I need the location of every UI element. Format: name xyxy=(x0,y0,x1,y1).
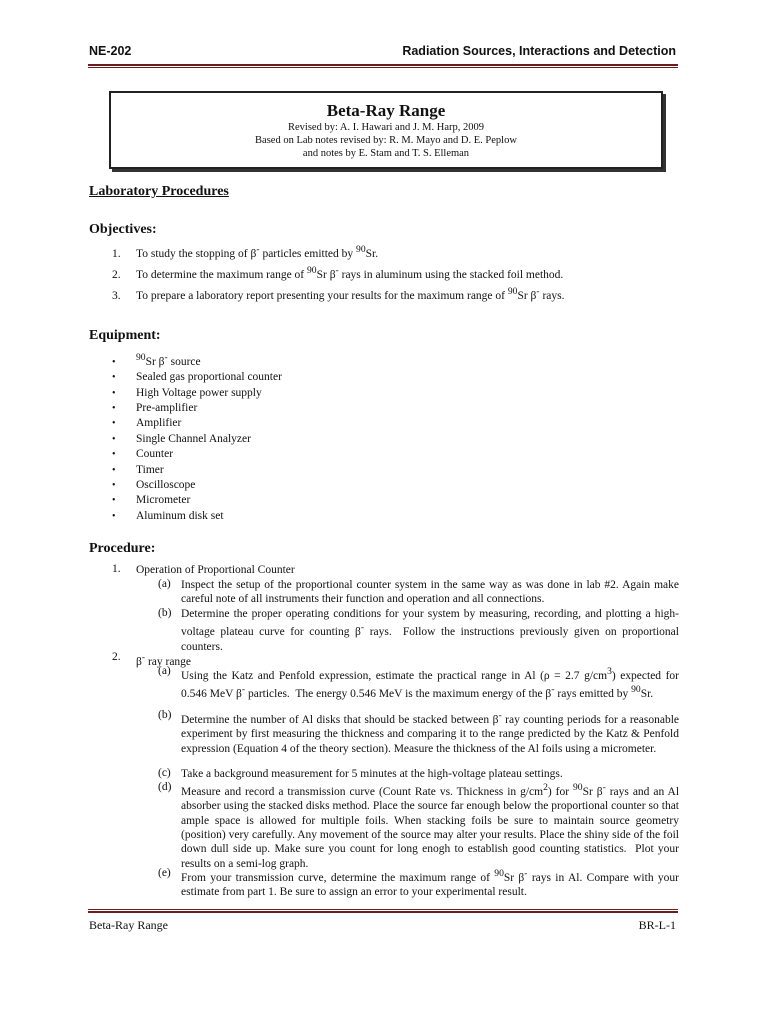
course-code: NE-202 xyxy=(89,44,132,58)
equipment-item: Aluminum disk set xyxy=(136,509,224,522)
substep-label: (a) xyxy=(158,578,171,590)
objective-number: 1. xyxy=(112,247,121,260)
list-item xyxy=(112,370,282,385)
list-item xyxy=(112,401,282,416)
footer-title: Beta-Ray Range xyxy=(89,918,168,932)
equipment-item: Micrometer xyxy=(136,494,191,507)
objective-number: 3. xyxy=(112,289,121,302)
equipment-item: Counter xyxy=(136,448,174,461)
header-divider-thin xyxy=(88,67,678,68)
substep-text: Determine the proper operating conditions for your system by measuring, recording, and plotting a high-voltage plateau curve for counting β- rays. Follow the instructions previously given on proportional counters. xyxy=(181,608,679,653)
bullet-icon: • xyxy=(112,510,116,522)
bullet-icon: • xyxy=(112,449,116,461)
step-title: β- ray range xyxy=(136,652,192,668)
equipment-item: Sealed gas proportional counter xyxy=(136,371,282,384)
footer-divider-thin xyxy=(88,909,678,910)
bullet-icon: • xyxy=(112,480,116,492)
list-item xyxy=(112,463,282,478)
bullet-icon: • xyxy=(112,387,116,399)
substep-label: (c) xyxy=(158,767,171,779)
substep-label: (d) xyxy=(158,781,172,793)
notes-by: and notes by E. Stam and T. S. Elleman xyxy=(302,148,470,159)
procedure-heading: Procedure: xyxy=(89,541,156,556)
list-item xyxy=(112,432,282,447)
equipment-item: Amplifier xyxy=(136,417,182,430)
bullet-icon: • xyxy=(112,372,116,384)
list-item xyxy=(112,447,282,462)
substep-text: From your transmission curve, determine the maximum range of $^{90}$Sr β- rays in Al. Compare with your estimate from part 1. Be sure to assign an error to your experimental result. xyxy=(181,868,679,899)
list-item xyxy=(112,509,282,524)
substep-label: (a) xyxy=(158,665,171,677)
bullet-icon: • xyxy=(112,418,116,430)
substep-label: (b) xyxy=(158,709,172,721)
based-on-notes: Based on Lab notes revised by: R. M. Mayo and D. E. Peplow xyxy=(255,135,517,146)
equipment-item: Timer xyxy=(136,463,164,476)
objective-item xyxy=(112,265,563,281)
objective-text: To prepare a laboratory report presenting your results for the maximum range of $^{90}$Sr β- rays. xyxy=(136,286,565,302)
equipment-heading: Equipment: xyxy=(89,328,161,343)
substep-label: (b) xyxy=(158,607,172,619)
objective-item xyxy=(112,244,378,260)
objective-text: To determine the maximum range of $^{90}$Sr β- rays in aluminum using the stacked foil method. xyxy=(136,265,564,281)
bullet-icon: • xyxy=(112,464,116,476)
header-divider xyxy=(88,64,678,66)
bullet-icon: • xyxy=(112,356,116,368)
list-item xyxy=(112,386,282,401)
equipment-list xyxy=(112,350,282,524)
revised-by: Revised by: A. I. Hawari and J. M. Harp, 2009 xyxy=(288,122,484,133)
objective-item xyxy=(112,286,565,302)
page-number: BR-L-1 xyxy=(638,918,676,932)
bullet-icon: • xyxy=(112,433,116,445)
course-title: Radiation Sources, Interactions and Detection xyxy=(402,44,676,58)
objective-number: 2. xyxy=(112,268,121,281)
step-number: 2. xyxy=(112,651,121,663)
equipment-item: Single Channel Analyzer xyxy=(136,432,251,445)
step-title: Operation of Proportional Counter xyxy=(136,564,295,576)
lab-procedures-heading: Laboratory Procedures xyxy=(89,184,229,199)
bullet-icon: • xyxy=(112,403,116,415)
bullet-icon: • xyxy=(112,495,116,507)
list-item xyxy=(112,350,282,370)
list-item xyxy=(112,493,282,508)
substep-label: (e) xyxy=(158,867,171,879)
equipment-item: Pre-amplifier xyxy=(136,402,198,415)
equipment-item: High Voltage power supply xyxy=(136,386,262,399)
objectives-heading: Objectives: xyxy=(89,222,157,237)
document-title: Beta-Ray Range xyxy=(326,101,446,120)
title-box xyxy=(109,91,663,169)
list-item xyxy=(112,478,282,493)
substep-text: Determine the number of Al disks that should be stacked between β- ray counting periods for a reasonable experiment by first measuring the thickness and comparing it to the range predicted by the Katz & Penfold expression (Equation 4 of the theory section). Measure the thickness of the Al foils using a micrometer. xyxy=(181,710,679,755)
equipment-item: Oscilloscope xyxy=(136,479,196,492)
substep-text: Take a background measurement for 5 minutes at the high-voltage plateau settings. xyxy=(181,768,563,780)
substep-text: Measure and record a transmission curve (Count Rate vs. Thickness in $g/cm^2$) for $^{90}$Sr β- rays and an Al absorber using the stacked disks method. Place the source far enough below the proportional counter so that ample space is allowed for multiple foils. When stacking foils be sure to maintain source geometry (position) very carefully. Any movement of the source may alter your results. Place the shiny side of the foil down dull side up. Make sure you count for long enogh to establish good counting statistics. Plot your results on a semi-log graph. xyxy=(181,782,680,870)
footer-divider xyxy=(88,911,678,913)
list-item xyxy=(112,416,282,431)
substep-text: Inspect the setup of the proportional counter system in the same way as was done in lab #2. Again make careful note of all instruments their function and operation and all connections. xyxy=(181,579,679,606)
step-number: 1. xyxy=(112,563,121,575)
substep-text: Using the Katz and Penfold expression, estimate the practical range in Al (ρ = 2.7 $g/cm^3$) expected for 0.546 MeV β- particles. The energy 0.546 MeV is the maximum energy of the β- rays emitted by $^{90}$Sr. xyxy=(181,666,679,701)
objective-text: To study the stopping of β- particles emitted by $^{90}$Sr. xyxy=(136,244,379,260)
equipment-item: $^{90}$Sr β- source xyxy=(136,352,201,368)
